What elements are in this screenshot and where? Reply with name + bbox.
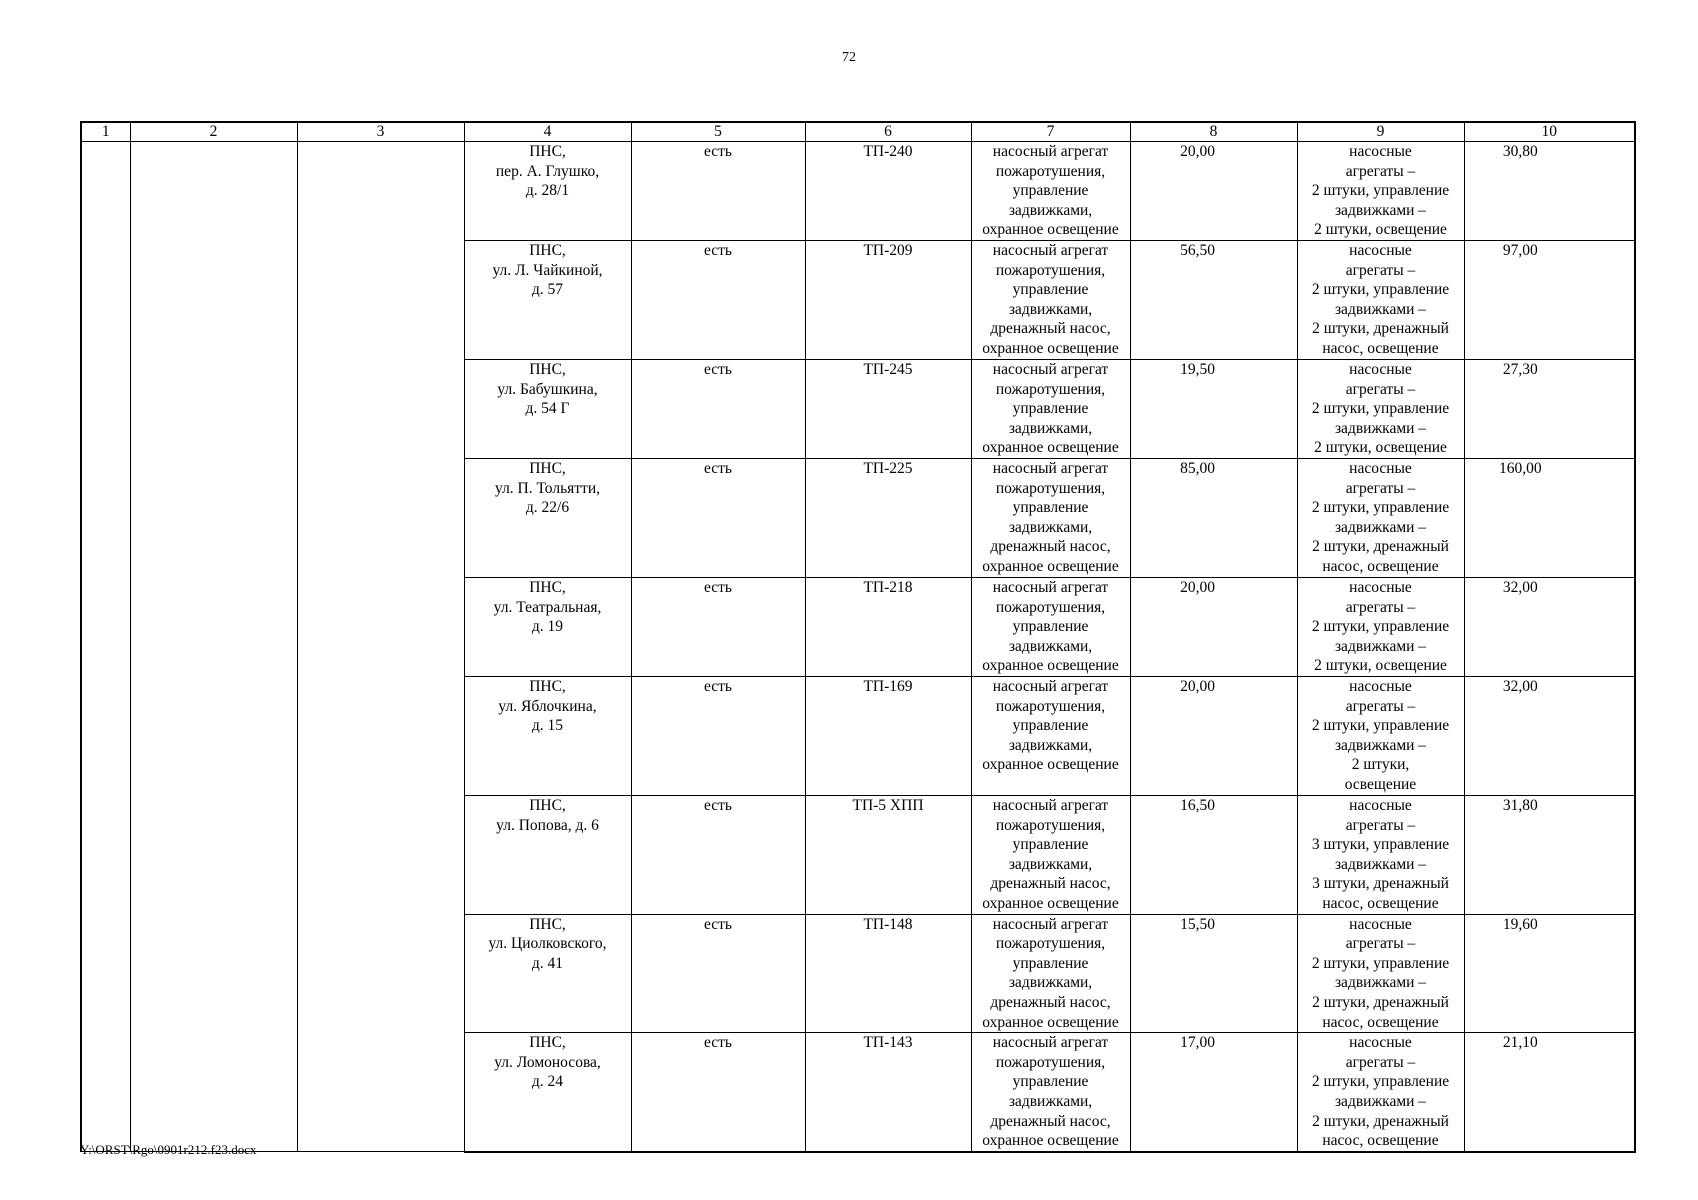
address-cell (464, 796, 631, 915)
value-col10-cell: 97,00 (1464, 241, 1635, 360)
value-col10-cell: 31,80 (1464, 796, 1635, 915)
detail-cell-line: задвижками – (1334, 1092, 1427, 1110)
value-col10-cell: 32,00 (1464, 677, 1635, 796)
detail-cell-line: 2 штуки, дренажный (1312, 538, 1449, 556)
substation-cell: ТП-245 (805, 360, 971, 459)
address-cell-line: ул. П. Тольятти, (495, 479, 600, 497)
detail-cell-line: насосные (1349, 460, 1412, 477)
column-header: 3 (297, 122, 464, 142)
equipment-cell-line: охранное освещение (982, 557, 1119, 575)
equipment-cell-line: насосный агрегат (992, 143, 1109, 160)
detail-cell-line: 2 штуки, освещение (1314, 221, 1447, 239)
equipment-cell-line: охранное освещение (982, 439, 1119, 457)
detail-cell-line: насосные (1349, 361, 1412, 378)
equipment-cell-line: охранное освещение (982, 756, 1119, 774)
equipment-cell-line: задвижками, (1008, 1092, 1093, 1110)
equipment-cell-line: охранное освещение (982, 657, 1119, 675)
detail-cell-line: агрегаты – (1345, 479, 1416, 497)
address-cell-line: ПНС, (529, 361, 566, 378)
detail-cell-line: 2 штуки, управление (1311, 499, 1450, 517)
equipment-cell-line: управление (1012, 499, 1089, 517)
equipment-cell-line: насосный агрегат (992, 797, 1109, 814)
equipment-cell (971, 914, 1130, 1033)
detail-cell-line: насосные (1349, 797, 1412, 814)
address-cell-line: д. 28/1 (525, 182, 570, 200)
equipment-cell-line: охранное освещение (982, 1132, 1119, 1150)
detail-cell-line: задвижками – (1334, 300, 1427, 318)
address-cell (464, 360, 631, 459)
detail-cell-line: насосные (1349, 242, 1412, 259)
equipment-cell-line: пожаротушения, (995, 935, 1106, 953)
address-cell-line: ПНС, (529, 915, 566, 933)
detail-cell-line: 2 штуки, дренажный (1312, 1112, 1449, 1130)
address-cell (464, 1033, 631, 1152)
detail-cell-line: 2 штуки, освещение (1314, 657, 1447, 675)
detail-cell-line: задвижками – (1334, 201, 1427, 219)
footer-file-path: Y:\ORST\Rgo\0901r212.f23.docx (80, 1142, 257, 1157)
detail-cell-line: задвижками – (1334, 736, 1427, 754)
value-col10-cell: 27,30 (1464, 360, 1635, 459)
equipment-cell (971, 578, 1130, 677)
detail-cell-line: агрегаты – (1345, 261, 1416, 279)
detail-cell-line: 2 штуки, (1351, 756, 1410, 774)
equipment-cell-line: охранное освещение (982, 339, 1119, 357)
equipment-cell-line: насосный агрегат (992, 579, 1109, 596)
equipment-cell-line: дренажный насос, (990, 320, 1111, 338)
column-header: 8 (1130, 122, 1297, 142)
equipment-cell-line: дренажный насос, (990, 993, 1111, 1011)
equipment-cell (971, 1033, 1130, 1152)
exists-cell: есть (631, 796, 805, 915)
equipment-cell-line: пожаротушения, (995, 479, 1106, 497)
equipment-cell (971, 241, 1130, 360)
equipment-cell-line: охранное освещение (982, 1013, 1119, 1031)
detail-cell-line: задвижками – (1334, 974, 1427, 992)
address-cell-line: ПНС, (529, 242, 566, 259)
exists-cell: есть (631, 677, 805, 796)
detail-cell-line: агрегаты – (1345, 697, 1416, 715)
detail-cell-line: освещение (1344, 775, 1417, 793)
equipment-cell-line: охранное освещение (982, 221, 1119, 239)
substation-cell: ТП-225 (805, 459, 971, 578)
detail-cell-line: задвижками – (1334, 855, 1427, 873)
address-cell (464, 914, 631, 1033)
equipment-cell (971, 796, 1130, 915)
exists-cell: есть (631, 578, 805, 677)
address-cell-line: ул. Попова, д. 6 (496, 816, 599, 834)
detail-cell-line: 2 штуки, управление (1311, 717, 1450, 735)
detail-cell (1297, 360, 1464, 459)
address-cell-line: д. 41 (531, 954, 564, 972)
substation-cell: ТП-143 (805, 1033, 971, 1152)
detail-cell (1297, 459, 1464, 578)
equipment-cell-line: задвижками, (1008, 736, 1093, 754)
equipment-cell (971, 677, 1130, 796)
equipment-cell-line: пожаротушения, (995, 598, 1106, 616)
equipment-cell-line: управление (1012, 954, 1089, 972)
exists-cell: есть (631, 241, 805, 360)
column-header: 1 (81, 122, 130, 142)
equipment-cell-line: управление (1012, 836, 1089, 854)
detail-cell-line: насос, освещение (1322, 894, 1439, 912)
value-col8-cell: 19,50 (1130, 360, 1297, 459)
detail-cell-line: насосные (1349, 143, 1412, 160)
equipment-cell-line: управление (1012, 717, 1089, 735)
equipment-cell (971, 459, 1130, 578)
value-col8-cell: 20,00 (1130, 578, 1297, 677)
equipment-cell-line: управление (1012, 618, 1089, 636)
address-cell-line: ул. Л. Чайкиной, (492, 261, 603, 279)
value-col10-cell: 30,80 (1464, 142, 1635, 241)
address-cell-line: ПНС, (529, 1034, 566, 1052)
detail-cell-line: агрегаты – (1345, 162, 1416, 180)
detail-cell-line: насосные (1349, 1034, 1412, 1052)
address-cell-line: ПНС, (529, 678, 566, 695)
detail-cell-line: агрегаты – (1345, 816, 1416, 834)
equipment-cell-line: дренажный насос, (990, 875, 1111, 893)
equipment-table (80, 121, 1636, 1153)
equipment-cell-line: пожаротушения, (995, 261, 1106, 279)
address-cell (464, 142, 631, 241)
value-col8-cell: 15,50 (1130, 914, 1297, 1033)
value-col8-cell: 17,00 (1130, 1033, 1297, 1152)
detail-cell-line: 3 штуки, дренажный (1312, 875, 1449, 893)
detail-cell-line: 2 штуки, управление (1311, 281, 1450, 299)
address-cell-line: ПНС, (529, 143, 566, 160)
detail-cell (1297, 914, 1464, 1033)
detail-cell-line: насосные (1349, 579, 1412, 596)
detail-cell-line: 2 штуки, дренажный (1312, 320, 1449, 338)
detail-cell-line: насос, освещение (1322, 1013, 1439, 1031)
equipment-cell-line: насосный агрегат (992, 242, 1109, 259)
equipment-cell-line: управление (1012, 400, 1089, 418)
equipment-cell-line: насосный агрегат (992, 460, 1109, 477)
detail-cell-line: насосные (1349, 678, 1412, 695)
address-cell-line: пер. А. Глушко, (495, 162, 600, 180)
detail-cell-line: агрегаты – (1345, 935, 1416, 953)
detail-cell-line: агрегаты – (1345, 1053, 1416, 1071)
equipment-cell-line: насосный агрегат (992, 678, 1109, 695)
exists-cell: есть (631, 360, 805, 459)
value-col10-cell: 21,10 (1464, 1033, 1635, 1152)
equipment-cell (971, 360, 1130, 459)
equipment-cell-line: охранное освещение (982, 894, 1119, 912)
detail-cell-line: 2 штуки, управление (1311, 618, 1450, 636)
equipment-cell-line: насосный агрегат (992, 915, 1109, 933)
exists-cell: есть (631, 142, 805, 241)
column-header: 5 (631, 122, 805, 142)
detail-cell-line: насос, освещение (1322, 1132, 1439, 1150)
equipment-cell-line: задвижками, (1008, 855, 1093, 873)
equipment-cell-line: управление (1012, 281, 1089, 299)
address-cell-line: д. 24 (531, 1073, 564, 1091)
equipment-cell-line: насосный агрегат (992, 361, 1109, 378)
detail-cell (1297, 677, 1464, 796)
address-cell-line: д. 57 (531, 281, 564, 299)
detail-cell-line: 2 штуки, дренажный (1312, 993, 1449, 1011)
substation-cell: ТП-148 (805, 914, 971, 1033)
value-col10-cell: 32,00 (1464, 578, 1635, 677)
column-number-row (81, 122, 1635, 142)
detail-cell (1297, 241, 1464, 360)
column-header: 6 (805, 122, 971, 142)
detail-cell-line: агрегаты – (1345, 380, 1416, 398)
column-header: 2 (130, 122, 297, 142)
address-cell-line: ул. Бабушкина, (497, 380, 598, 398)
detail-cell-line: 2 штуки, освещение (1314, 439, 1447, 457)
address-cell-line: ПНС, (529, 797, 566, 814)
equipment-cell-line: дренажный насос, (990, 1112, 1111, 1130)
address-cell-line: д. 54 Г (525, 400, 570, 418)
address-cell (464, 241, 631, 360)
address-cell-line: ул. Театральная, (493, 598, 602, 616)
equipment-cell-line: пожаротушения, (995, 380, 1106, 398)
address-cell (464, 459, 631, 578)
value-col10-cell: 19,60 (1464, 914, 1635, 1033)
substation-cell: ТП-169 (805, 677, 971, 796)
equipment-cell (971, 142, 1130, 241)
equipment-cell-line: задвижками, (1008, 300, 1093, 318)
equipment-cell-line: насосный агрегат (992, 1034, 1109, 1052)
address-cell-line: ул. Ломоносова, (494, 1053, 601, 1071)
detail-cell-line: насос, освещение (1322, 557, 1439, 575)
detail-cell-line: агрегаты – (1345, 598, 1416, 616)
equipment-cell-line: дренажный насос, (990, 538, 1111, 556)
detail-cell-line: задвижками – (1334, 637, 1427, 655)
address-cell-line: д. 22/6 (525, 499, 570, 517)
detail-cell (1297, 578, 1464, 677)
detail-cell (1297, 142, 1464, 241)
equipment-cell-line: задвижками, (1008, 637, 1093, 655)
table-row (81, 142, 1635, 241)
substation-cell: ТП-209 (805, 241, 971, 360)
detail-cell-line: насос, освещение (1322, 339, 1439, 357)
detail-cell-line: 3 штуки, управление (1311, 836, 1450, 854)
address-cell-line: д. 19 (531, 618, 564, 636)
equipment-cell-line: пожаротушения, (995, 1053, 1106, 1071)
merged-empty-cell-col-3 (297, 142, 464, 1152)
detail-cell-line: задвижками – (1334, 419, 1427, 437)
equipment-cell-line: пожаротушения, (995, 162, 1106, 180)
equipment-cell-line: пожаротушения, (995, 697, 1106, 715)
value-col8-cell: 20,00 (1130, 677, 1297, 796)
address-cell (464, 677, 631, 796)
detail-cell-line: 2 штуки, управление (1311, 400, 1450, 418)
detail-cell-line: 2 штуки, управление (1311, 1073, 1450, 1091)
equipment-cell-line: пожаротушения, (995, 816, 1106, 834)
substation-cell: ТП-5 ХПП (805, 796, 971, 915)
detail-cell-line: задвижками – (1334, 518, 1427, 536)
column-header: 10 (1464, 122, 1635, 142)
substation-cell: ТП-240 (805, 142, 971, 241)
exists-cell: есть (631, 459, 805, 578)
equipment-cell-line: управление (1012, 1073, 1089, 1091)
equipment-cell-line: задвижками, (1008, 518, 1093, 536)
address-cell-line: ул. Циолковского, (488, 935, 607, 953)
detail-cell-line: 2 штуки, управление (1311, 182, 1450, 200)
merged-empty-cell-col-2 (130, 142, 297, 1152)
detail-cell-line: насосные (1349, 915, 1412, 933)
equipment-cell-line: задвижками, (1008, 419, 1093, 437)
equipment-cell-line: управление (1012, 182, 1089, 200)
address-cell-line: ПНС, (529, 579, 566, 596)
value-col8-cell: 16,50 (1130, 796, 1297, 915)
address-cell-line: ул. Яблочкина, (498, 697, 597, 715)
value-col8-cell: 56,50 (1130, 241, 1297, 360)
equipment-cell-line: задвижками, (1008, 201, 1093, 219)
value-col8-cell: 85,00 (1130, 459, 1297, 578)
column-header: 9 (1297, 122, 1464, 142)
value-col10-cell: 160,00 (1464, 459, 1635, 578)
detail-cell (1297, 1033, 1464, 1152)
detail-cell-line: 2 штуки, управление (1311, 954, 1450, 972)
column-header: 7 (971, 122, 1130, 142)
address-cell-line: ПНС, (529, 460, 566, 477)
detail-cell (1297, 796, 1464, 915)
value-col8-cell: 20,00 (1130, 142, 1297, 241)
exists-cell: есть (631, 1033, 805, 1152)
merged-empty-cell-col-1 (81, 142, 130, 1152)
address-cell (464, 578, 631, 677)
column-header: 4 (464, 122, 631, 142)
substation-cell: ТП-218 (805, 578, 971, 677)
address-cell-line: д. 15 (531, 717, 564, 735)
exists-cell: есть (631, 914, 805, 1033)
page-number: 72 (842, 50, 856, 65)
equipment-cell-line: задвижками, (1008, 974, 1093, 992)
